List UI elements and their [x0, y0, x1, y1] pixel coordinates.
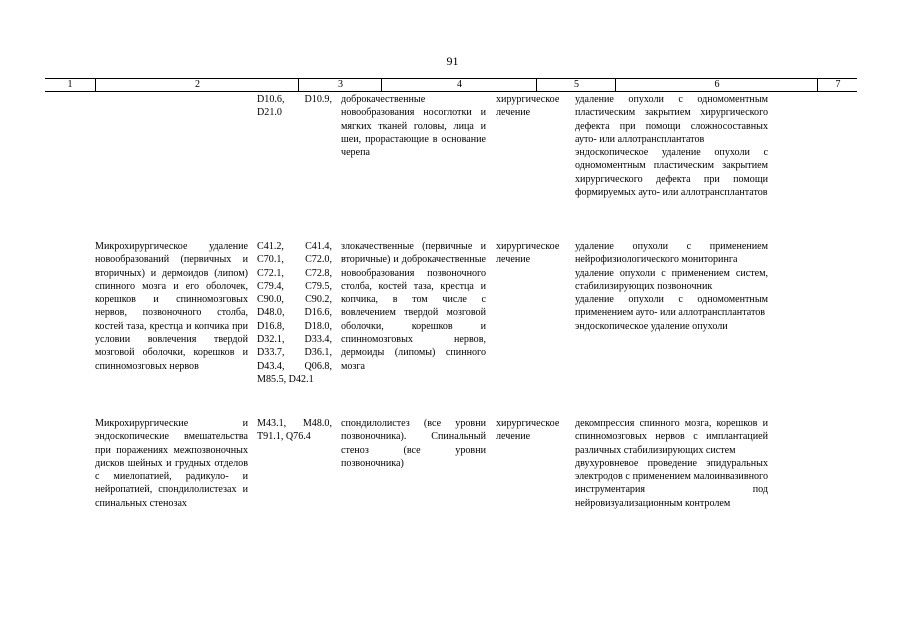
treatment-method: удаление опухоли с применением систем, стабилизирующих позвоночник	[575, 267, 768, 292]
diagnosis-cell: злокачественные (первичные и вторичные) и доброкачественные новообразования позвоночного столба, костей таза, крестца и копчика, в том числе с вовлечением твердой мозговой оболочки, корешков и спинномозговых нервов, дермоиды (липомы) спинного мозга	[341, 241, 486, 372]
treatment-methods-cell	[575, 93, 768, 199]
column-header-6: 6	[615, 79, 818, 91]
treatment-method: двухуровневое проведение эпидуральных электродов с применением малоинвазивного инструментария под нейровизуализационным контролем	[575, 457, 768, 509]
column-header-4: 4	[381, 79, 537, 91]
treatment-methods-cell	[575, 240, 768, 333]
column-header-2: 2	[95, 79, 299, 91]
treatment-method: удаление опухоли с одномоментным пластическим закрытием хирургического дефекта при помощи сложносоставных ауто- или аллотрансплантатов	[575, 94, 768, 145]
procedure-name-cell: Микрохирургическое удаление новообразований (первичных и вторичных) и дермоидов (липом) спинного мозга и его оболочек, корешков и спинномозговых нервов, позвоночного столба, костей таза, крестца и копчика при условии вовлечения твердой мозговой оболочки, корешков и спинномозговых нервов	[95, 241, 248, 372]
diagnosis-cell: доброкачественные новообразования носоглотки и мягких тканей головы, лица и шеи, прорастающие в основание черепа	[341, 94, 486, 159]
treatment-method: удаление опухоли с одномоментным применением ауто- или аллотрансплантатов	[575, 294, 768, 319]
column-header-1: 1	[67, 79, 73, 90]
treatment-method: декомпрессия спинного мозга, корешков и спинномозговых нервов с имплантацией различных стабилизирующих систем	[575, 418, 768, 456]
icd-codes-cell: D10.6, D10.9, D21.0	[257, 94, 332, 119]
treatment-method: эндоскопическое удаление опухоли с одномоментным пластическим закрытием хирургического дефекта при помощи формируемых ауто- или аллотрансплантатов	[575, 147, 768, 199]
icd-codes-cell: M43.1, M48.0, T91.1, Q76.4	[257, 418, 332, 443]
diagnosis-cell: спондилолистез (все уровни позвоночника). Спинальный стеноз (все уровни позвоночника)	[341, 418, 486, 469]
table-header	[45, 78, 857, 92]
treatment-method: удаление опухоли с применением нейрофизиологического мониторинга	[575, 241, 768, 266]
column-header-5: 5	[536, 79, 616, 91]
treatment-type-cell: хирургическое лечение	[496, 418, 560, 443]
treatment-methods-cell	[575, 417, 768, 510]
column-header-3: 3	[298, 79, 382, 91]
treatment-method: эндоскопическое удаление опухоли	[575, 320, 728, 332]
treatment-type-cell: хирургическое лечение	[496, 94, 560, 119]
procedure-name-cell: Микрохирургические и эндоскопические вмешательства при поражениях межпозвоночных дисков шейных и грудных отделов с миелопатией, радикуло- и нейропатией, спондилолистезах и спинальных стенозах	[95, 418, 248, 509]
column-header-7: 7	[817, 79, 858, 91]
icd-codes-cell: C41.2, C41.4, C70.1, C72.0, C72.1, C72.8, C79.4, C79.5, C90.0, C90.2, D48.0, D16.6, D16.8, D18.0, D32.1, D33.4, D33.7, D36.1, D43.4, Q06.8, M85.5, D42.1	[257, 241, 332, 385]
page-number: 91	[446, 54, 459, 68]
treatment-type-cell: хирургическое лечение	[496, 241, 560, 266]
